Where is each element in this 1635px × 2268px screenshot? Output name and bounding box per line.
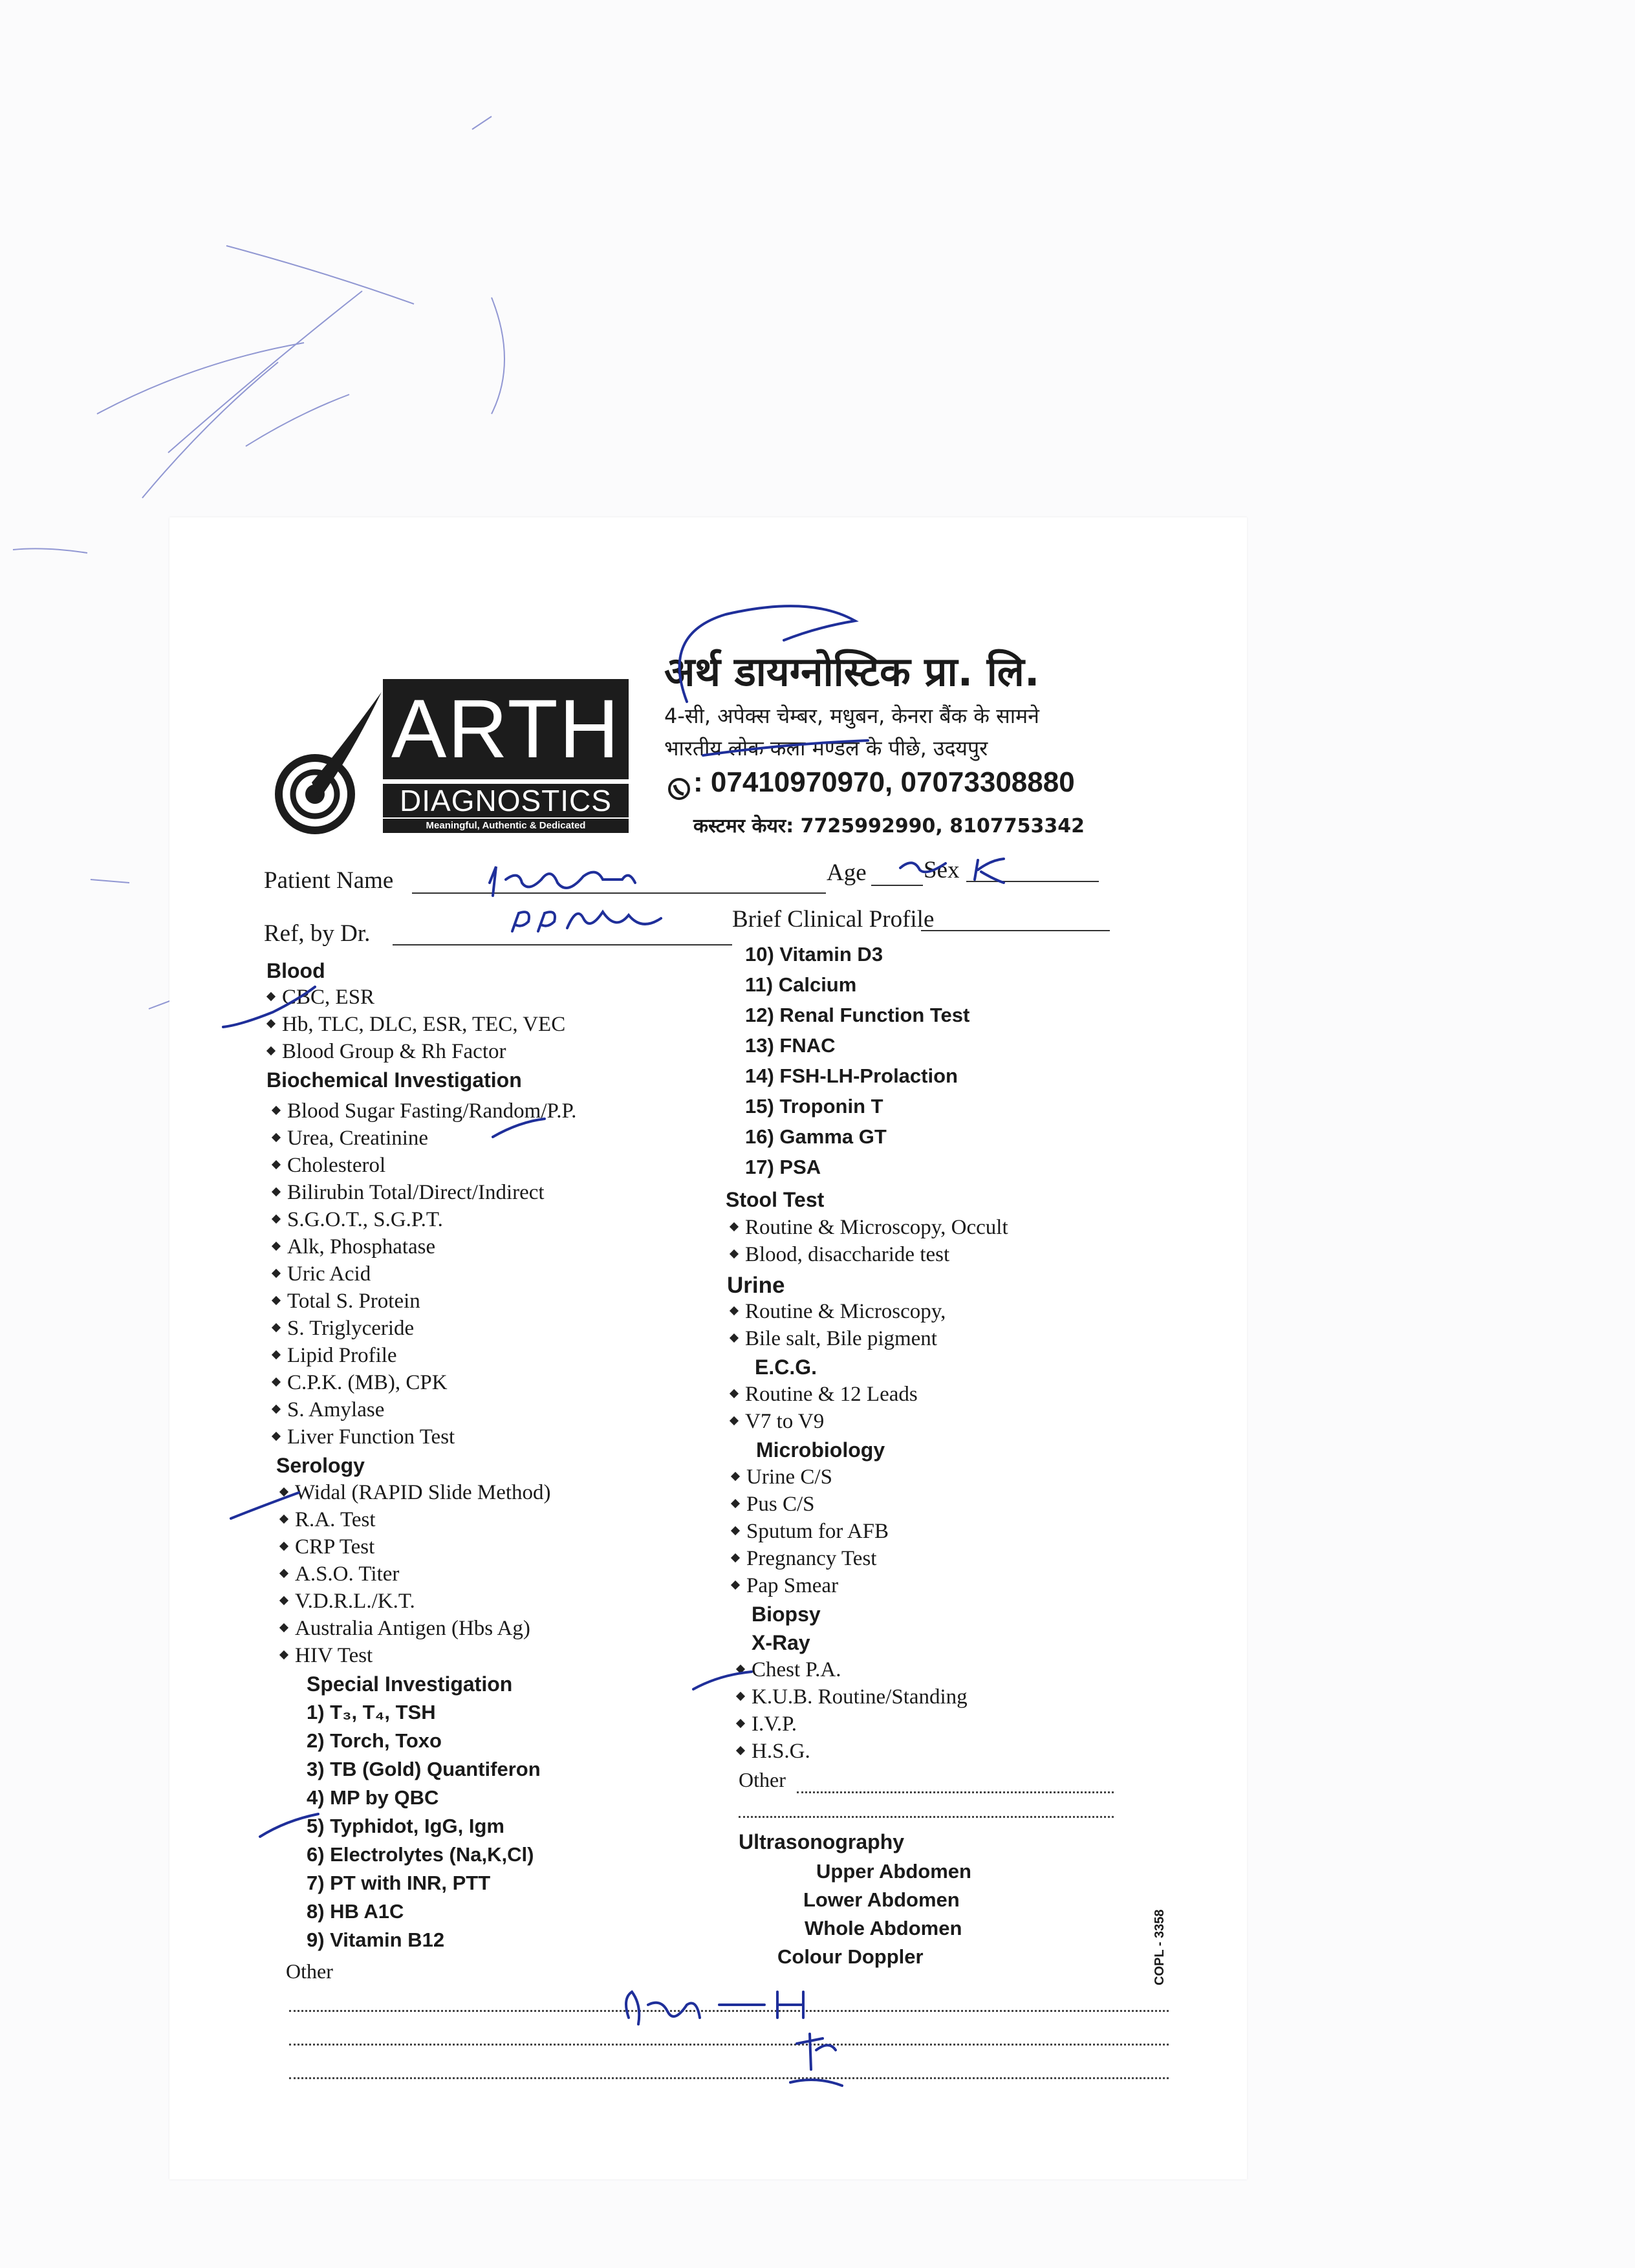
test-item[interactable]: Routine & 12 Leads (731, 1383, 918, 1407)
special-item[interactable]: 16) Gamma GT (745, 1125, 887, 1148)
test-item[interactable]: Routine & Microscopy, Occult (731, 1216, 1008, 1240)
usg-item[interactable]: Whole Abdomen (805, 1917, 962, 1939)
bullet-icon (731, 1553, 740, 1562)
bullet-icon (279, 1650, 288, 1659)
test-item[interactable]: Bilirubin Total/Direct/Indirect (273, 1181, 545, 1205)
blood-header: Blood (266, 959, 325, 982)
special-item[interactable]: 17) PSA (745, 1156, 821, 1178)
test-item[interactable]: C.P.K. (MB), CPK (273, 1371, 448, 1395)
bullet-icon (272, 1377, 281, 1387)
bullet-icon (279, 1596, 288, 1605)
ultrasonography-header: Ultrasonography (739, 1830, 905, 1853)
test-item[interactable]: Lipid Profile (273, 1344, 397, 1368)
sex-label: Sex (924, 857, 960, 883)
bullet-icon (730, 1306, 739, 1315)
bullet-icon (272, 1215, 281, 1224)
sex-line[interactable] (966, 881, 1099, 882)
test-item[interactable]: Routine & Microscopy, (731, 1300, 946, 1324)
special-item[interactable]: 15) Troponin T (745, 1095, 883, 1118)
usg-item[interactable]: Lower Abdomen (803, 1888, 960, 1911)
bullet-icon (272, 1269, 281, 1278)
bullet-icon (731, 1581, 740, 1590)
special-item[interactable]: 14) FSH-LH-Prolaction (745, 1064, 958, 1087)
phone-row (667, 766, 1075, 801)
other-dotted-line[interactable] (739, 1816, 1114, 1818)
bullet-icon (272, 1350, 281, 1359)
test-item[interactable]: I.V.P. (737, 1712, 797, 1736)
test-item[interactable]: Cholesterol (273, 1154, 385, 1178)
clinical-profile-line[interactable] (921, 930, 1110, 931)
patient-name-line[interactable] (412, 892, 826, 894)
special-item[interactable]: 10) Vitamin D3 (745, 943, 883, 966)
test-item[interactable]: Chest P.A. (737, 1658, 841, 1682)
ref-doctor-label: Ref, by Dr. (264, 920, 371, 947)
bullet-icon (730, 1389, 739, 1398)
bullet-icon (730, 1416, 739, 1425)
test-item[interactable]: H.S.G. (737, 1740, 810, 1764)
test-item[interactable]: A.S.O. Titer (281, 1562, 399, 1586)
bullet-icon (279, 1542, 288, 1551)
test-item[interactable]: HIV Test (281, 1644, 373, 1668)
special-item[interactable]: 9) Vitamin B12 (307, 1928, 445, 1951)
bullet-icon (272, 1296, 281, 1305)
other-dotted-line[interactable] (289, 2077, 1169, 2079)
serology-header: Serology (276, 1454, 365, 1477)
test-item[interactable]: Total S. Protein (273, 1290, 420, 1313)
test-item[interactable]: Australia Antigen (Hbs Ag) (281, 1617, 530, 1641)
bullet-icon (266, 1046, 276, 1055)
test-item[interactable]: Blood Group & Rh Factor (268, 1040, 506, 1064)
special-item[interactable]: 12) Renal Function Test (745, 1004, 970, 1026)
bullet-icon (266, 1019, 276, 1028)
bullet-icon (736, 1746, 745, 1755)
test-item[interactable]: Blood, disaccharide test (731, 1243, 949, 1267)
special-item[interactable]: 3) TB (Gold) Quantiferon (307, 1758, 541, 1780)
bullet-icon (736, 1665, 745, 1674)
urine-header: Urine (727, 1273, 785, 1298)
test-item[interactable]: Alk, Phosphatase (273, 1235, 435, 1259)
special-item[interactable]: 2) Torch, Toxo (307, 1729, 442, 1752)
test-item[interactable]: Hb, TLC, DLC, ESR, TEC, VEC (268, 1013, 565, 1037)
bullet-icon (730, 1334, 739, 1343)
bullet-icon (279, 1487, 288, 1496)
patient-name-label: Patient Name (264, 867, 394, 894)
bullet-icon (731, 1472, 740, 1481)
microbiology-header: Microbiology (756, 1438, 885, 1462)
phone-symbol (667, 777, 691, 801)
bullet-icon (272, 1323, 281, 1332)
bullet-icon (272, 1133, 281, 1142)
form-code: COPL - 3358 (1153, 1909, 1167, 1985)
special-item[interactable]: 13) FNAC (745, 1034, 836, 1057)
test-item[interactable]: Bile salt, Bile pigment (731, 1327, 937, 1351)
other-label-left: Other (286, 1960, 333, 1983)
age-line[interactable] (871, 885, 923, 886)
customer-care: कस्टमर केयर: 7725992990, 8107753342 (693, 815, 1085, 837)
test-item[interactable]: Liver Function Test (273, 1425, 455, 1449)
special-item[interactable]: 6) Electrolytes (Na,K,Cl) (307, 1843, 534, 1866)
test-item[interactable]: Widal (RAPID Slide Method) (281, 1481, 551, 1505)
test-item[interactable]: Blood Sugar Fasting/Random/P.P. (273, 1099, 576, 1123)
special-item[interactable]: 11) Calcium (745, 973, 857, 996)
requisition-slip (169, 517, 1247, 2179)
bullet-icon (730, 1222, 739, 1231)
other-dotted-line[interactable] (289, 2010, 1169, 2012)
bullet-icon (279, 1569, 288, 1578)
other-dotted-line[interactable] (289, 2044, 1169, 2046)
test-item[interactable]: V7 to V9 (731, 1410, 824, 1434)
company-name-hindi: अर्थ डायग्नोस्टिक प्रा. लि. (664, 648, 1040, 695)
bullet-icon (279, 1623, 288, 1632)
bullet-icon (272, 1160, 281, 1169)
ref-doctor-line[interactable] (393, 944, 732, 945)
biopsy-header: Biopsy (752, 1603, 821, 1626)
address-line-1: 4-सी, अपेक्स चेम्बर, मधुबन, केनरा बैंक के सामने (664, 704, 1039, 728)
test-item[interactable]: Uric Acid (273, 1262, 371, 1286)
bullet-icon (272, 1187, 281, 1196)
stool-test-header: Stool Test (726, 1188, 825, 1211)
usg-item[interactable]: Upper Abdomen (816, 1860, 971, 1883)
other-label-right: Other (739, 1768, 786, 1791)
usg-item[interactable]: Colour Doppler (777, 1945, 924, 1968)
phone-numbers: : 07410970970, 07073308880 (693, 766, 1075, 798)
test-item[interactable]: Urea, Creatinine (273, 1127, 428, 1150)
test-item[interactable]: V.D.R.L./K.T. (281, 1590, 415, 1614)
other-dotted-line[interactable] (797, 1791, 1114, 1793)
test-item[interactable]: S.G.O.T., S.G.P.T. (273, 1208, 443, 1232)
test-item[interactable]: R.A. Test (281, 1508, 376, 1532)
bullet-icon (736, 1719, 745, 1728)
test-item[interactable]: Sputum for AFB (732, 1520, 889, 1544)
age-label: Age (827, 859, 867, 886)
bullet-icon (272, 1405, 281, 1414)
test-item[interactable]: CRP Test (281, 1535, 374, 1559)
bullet-icon (731, 1526, 740, 1535)
logo-word: ARTH (383, 679, 629, 779)
logo-subtitle: DIAGNOSTICS (383, 784, 629, 817)
test-item[interactable]: S. Triglyceride (273, 1317, 414, 1341)
test-item[interactable]: CBC, ESR (268, 986, 374, 1010)
test-item[interactable]: Pregnancy Test (732, 1547, 876, 1571)
test-item[interactable]: Pus C/S (732, 1493, 814, 1517)
special-item[interactable]: 7) PT with INR, PTT (307, 1872, 491, 1894)
test-item[interactable]: Pap Smear (732, 1574, 838, 1598)
bullet-icon (736, 1692, 745, 1701)
target-checkmark-icon (266, 686, 389, 834)
bullet-icon (266, 992, 276, 1001)
special-investigation-header: Special Investigation (307, 1672, 513, 1696)
test-item[interactable]: K.U.B. Routine/Standing (737, 1685, 968, 1709)
special-item[interactable]: 4) MP by QBC (307, 1786, 439, 1809)
xray-header: X-Ray (752, 1631, 810, 1654)
test-item[interactable]: Urine C/S (732, 1465, 832, 1489)
ecg-header: E.C.G. (755, 1355, 817, 1379)
biochemical-header: Biochemical Investigation (266, 1068, 522, 1092)
bullet-icon (279, 1515, 288, 1524)
special-item[interactable]: 8) HB A1C (307, 1900, 404, 1923)
clinical-profile-label: Brief Clinical Profile (732, 906, 935, 933)
logo-tagline: Meaningful, Authentic & Dedicated (383, 819, 629, 833)
address-line-2: भारतीय लोक कला मण्डल के पीछे, उदयपुर (664, 736, 988, 761)
special-item[interactable]: 1) T₃, T₄, TSH (307, 1701, 436, 1723)
bullet-icon (272, 1432, 281, 1441)
bullet-icon (272, 1242, 281, 1251)
test-item[interactable]: S. Amylase (273, 1398, 384, 1422)
bullet-icon (730, 1249, 739, 1258)
special-item[interactable]: 5) Typhidot, IgG, Igm (307, 1815, 504, 1837)
bullet-icon (272, 1106, 281, 1115)
bullet-icon (731, 1499, 740, 1508)
